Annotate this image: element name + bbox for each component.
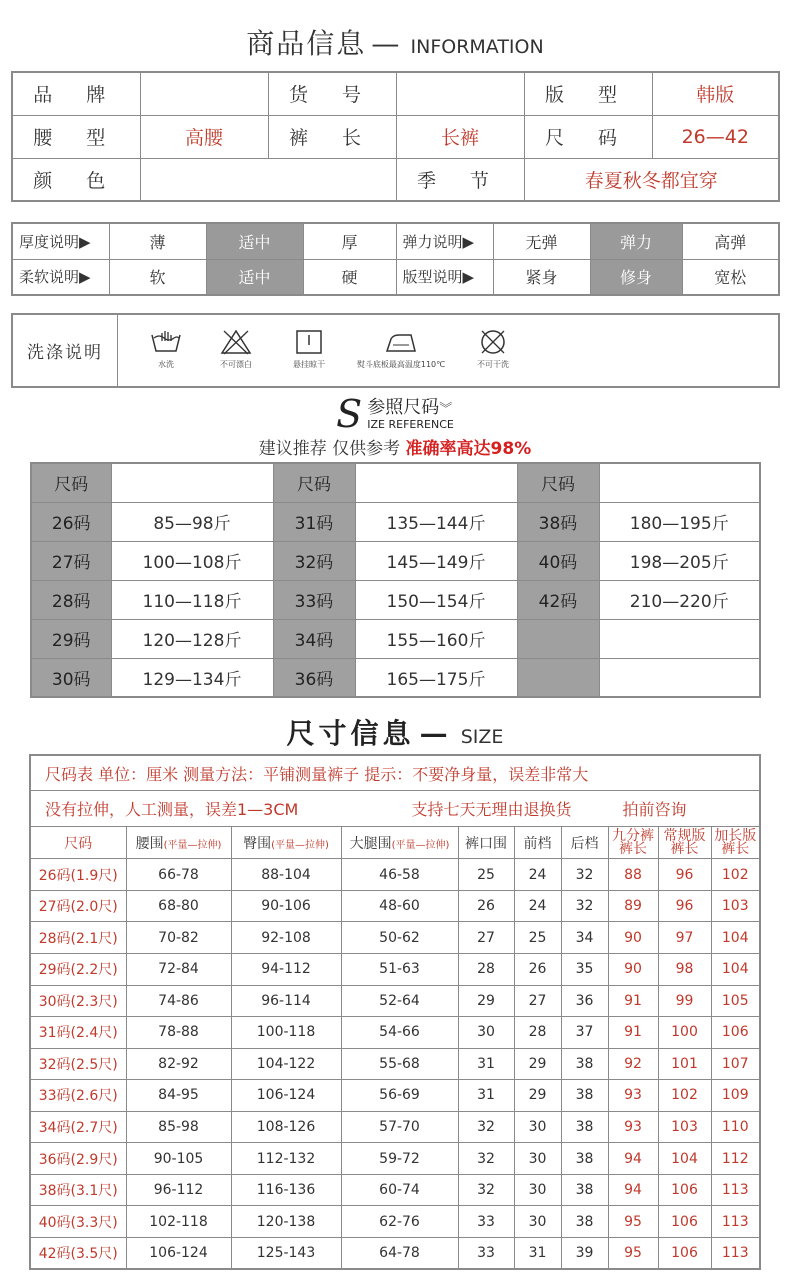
table-row: [30, 1143, 760, 1175]
table-cell: 88-104: [231, 859, 341, 891]
table-cell: 78-88: [126, 1017, 231, 1049]
table-cell: 72-84: [126, 953, 231, 985]
table-cell: 93: [608, 1080, 658, 1112]
weight-header-1: 尺码: [31, 463, 111, 502]
table-cell: 85-98: [126, 1111, 231, 1143]
table-cell: 34码(2.7尺): [30, 1111, 126, 1143]
table-cell: 97: [658, 922, 711, 954]
col-waist-sub: (平量—拉伸): [163, 839, 222, 851]
fit-value: 韩版: [652, 72, 779, 115]
weight-size: 32码: [273, 541, 355, 580]
size-reference-text: [367, 396, 454, 431]
col-hip: [231, 826, 341, 859]
table-cell: 32: [561, 859, 608, 891]
table-cell: 32码(2.5尺): [30, 1048, 126, 1080]
table-cell: 39: [561, 1237, 608, 1269]
table-cell: 38码(3.1尺): [30, 1174, 126, 1206]
table-cell: 36: [561, 985, 608, 1017]
table-cell: 100: [658, 1017, 711, 1049]
col-waist: [126, 826, 231, 859]
table-cell: 90: [608, 953, 658, 985]
table-row: [30, 922, 760, 954]
elastic-high: 高弹: [682, 223, 779, 259]
table-cell: 101: [658, 1048, 711, 1080]
softness-medium: 适中: [206, 259, 303, 295]
table-cell: 30: [514, 1174, 561, 1206]
wash-instructions: [11, 313, 780, 388]
table-cell: 93: [608, 1111, 658, 1143]
table-cell: 27: [458, 922, 514, 954]
table-cell: 104-122: [231, 1048, 341, 1080]
table-cell: 35: [561, 953, 608, 985]
table-cell: 106: [711, 1017, 760, 1049]
table-cell: 26码(1.9尺): [30, 859, 126, 891]
table-cell: 33: [458, 1206, 514, 1238]
table-cell: 66-78: [126, 859, 231, 891]
elastic-label: 弹力说明▶: [396, 223, 493, 259]
color-value: [140, 158, 396, 201]
no-bleach-icon: [220, 329, 252, 355]
size-measurement-table: [29, 754, 761, 1270]
table-cell: 70-82: [126, 922, 231, 954]
fittype-label: 版型说明▶: [396, 259, 493, 295]
wash-item-label-2: 悬挂晾干: [293, 360, 325, 369]
brand-value: [140, 72, 268, 115]
table-cell: 116-136: [231, 1174, 341, 1206]
size-title: [0, 712, 790, 752]
table-cell: 106-124: [126, 1237, 231, 1269]
color-label: 颜 色: [12, 158, 140, 201]
table-cell: 27码(2.0尺): [30, 890, 126, 922]
table-row: [30, 1017, 760, 1049]
thickness-thick: 厚: [303, 223, 396, 259]
wash-item-nobleach: [208, 329, 264, 370]
table-cell: 40码(3.3尺): [30, 1206, 126, 1238]
hand-wash-icon: [150, 329, 182, 355]
table-cell: 103: [711, 890, 760, 922]
weight-range: 150—154斤: [355, 580, 517, 619]
table-cell: 91: [608, 1017, 658, 1049]
col-hem: 裤口围: [458, 826, 514, 859]
table-cell: 31码(2.4尺): [30, 1017, 126, 1049]
size-note-1: 尺码表 单位：厘米 测量方法：平铺测量裤子 提示：不要净身量，误差非常大: [30, 755, 760, 791]
table-cell: 95: [608, 1206, 658, 1238]
weight-size: 34码: [273, 619, 355, 658]
weight-header-3: 尺码: [517, 463, 599, 502]
table-row: [30, 1080, 760, 1112]
wash-item-hangdry: [281, 329, 337, 370]
weight-empty: [599, 658, 760, 697]
table-cell: 56-69: [341, 1080, 458, 1112]
wash-item-water: [138, 329, 194, 370]
col-len-long-a: 加长版: [714, 827, 757, 844]
table-cell: 25: [458, 859, 514, 891]
table-cell: 32: [458, 1111, 514, 1143]
table-cell: 38: [561, 1048, 608, 1080]
table-row: [30, 1237, 760, 1269]
table-cell: 113: [711, 1174, 760, 1206]
size-title-cn: 尺寸信息: [286, 717, 415, 750]
table-cell: 98: [658, 953, 711, 985]
table-cell: 84-95: [126, 1080, 231, 1112]
season-label: 季 节: [396, 158, 524, 201]
table-cell: 96: [658, 859, 711, 891]
length-value: 长裤: [396, 115, 524, 158]
col-hip-label: 臀围: [243, 835, 272, 852]
table-row: [30, 953, 760, 985]
weight-range: 100—108斤: [111, 541, 273, 580]
size-value: 26—42: [652, 115, 779, 158]
weight-header-2: 尺码: [273, 463, 355, 502]
table-cell: 38: [561, 1206, 608, 1238]
wash-item-label-1: 不可漂白: [220, 360, 252, 369]
table-cell: 113: [711, 1206, 760, 1238]
table-cell: 24: [514, 859, 561, 891]
weight-size: 40码: [517, 541, 599, 580]
table-cell: 112-132: [231, 1143, 341, 1175]
season-value: 春夏秋冬都宜穿: [524, 158, 779, 201]
table-cell: 94: [608, 1143, 658, 1175]
table-cell: 29: [458, 985, 514, 1017]
chevron-down-icon: ︾: [439, 401, 453, 417]
weight-reference-table: [30, 462, 761, 698]
weight-range: 210—220斤: [599, 580, 760, 619]
fit-label: 版 型: [524, 72, 652, 115]
weight-size: 31码: [273, 502, 355, 541]
weight-range: 129—134斤: [111, 658, 273, 697]
table-cell: 104: [711, 922, 760, 954]
col-thigh: [341, 826, 458, 859]
col-len-cropped: [608, 826, 658, 859]
table-cell: 32: [561, 890, 608, 922]
weight-range: 145—149斤: [355, 541, 517, 580]
table-cell: 106: [658, 1237, 711, 1269]
attributes-table: [11, 222, 780, 296]
col-thigh-label: 大腿围: [349, 835, 392, 852]
table-cell: 125-143: [231, 1237, 341, 1269]
table-cell: 32: [458, 1174, 514, 1206]
table-cell: 30码(2.3尺): [30, 985, 126, 1017]
col-len-cropped-b: 裤长: [619, 840, 647, 857]
size-reference-en: IZE REFERENCE: [367, 417, 454, 431]
table-cell: 42码(3.5尺): [30, 1237, 126, 1269]
size-reference-header: [0, 392, 790, 436]
table-cell: 60-74: [341, 1174, 458, 1206]
iron-icon: [383, 329, 419, 355]
col-len-cropped-a: 九分裤: [612, 827, 654, 844]
softness-soft: 软: [109, 259, 206, 295]
table-cell: 82-92: [126, 1048, 231, 1080]
weight-size: 27码: [31, 541, 111, 580]
col-len-long: [711, 826, 760, 859]
table-cell: 94-112: [231, 953, 341, 985]
table-cell: 102: [711, 859, 760, 891]
col-waist-label: 腰围: [135, 835, 164, 852]
brand-label: 品 牌: [12, 72, 140, 115]
product-info-table: [11, 71, 780, 202]
table-cell: 95: [608, 1237, 658, 1269]
table-cell: 91: [608, 985, 658, 1017]
weight-range: 180—195斤: [599, 502, 760, 541]
size-note-2a: 没有拉伸，人工测量，误差1—3CM: [45, 799, 299, 819]
table-cell: 27: [514, 985, 561, 1017]
wash-item-nodryclean: [465, 329, 521, 370]
weight-empty: [599, 619, 760, 658]
table-cell: 38: [561, 1143, 608, 1175]
thickness-label: 厚度说明▶: [12, 223, 109, 259]
size-rows: [30, 859, 760, 1269]
col-len-regular: [658, 826, 711, 859]
table-cell: 103: [658, 1111, 711, 1143]
weight-size: 26码: [31, 502, 111, 541]
table-cell: 34: [561, 922, 608, 954]
weight-size: 30码: [31, 658, 111, 697]
table-cell: 106-124: [231, 1080, 341, 1112]
table-cell: 29: [514, 1080, 561, 1112]
table-cell: 62-76: [341, 1206, 458, 1238]
table-cell: 59-72: [341, 1143, 458, 1175]
table-cell: 51-63: [341, 953, 458, 985]
table-cell: 106: [658, 1174, 711, 1206]
table-cell: 32: [458, 1143, 514, 1175]
col-len-regular-b: 裤长: [670, 840, 699, 857]
table-cell: 55-68: [341, 1048, 458, 1080]
weight-empty: [517, 658, 599, 697]
size-reference-s: S: [336, 392, 363, 436]
size-title-en: SIZE: [460, 726, 504, 748]
weight-range: 155—160斤: [355, 619, 517, 658]
table-cell: 33: [458, 1237, 514, 1269]
thickness-medium: 适中: [206, 223, 303, 259]
weight-empty: [517, 619, 599, 658]
table-cell: 50-62: [341, 922, 458, 954]
wash-item-label-3: 熨斗底板最高温度110℃: [356, 360, 446, 369]
table-cell: 104: [658, 1143, 711, 1175]
table-cell: 96: [658, 890, 711, 922]
table-row: [30, 1174, 760, 1206]
elastic-none: 无弹: [493, 223, 590, 259]
waist-label: 腰 型: [12, 115, 140, 158]
softness-label: 柔软说明▶: [12, 259, 109, 295]
weight-range: 120—128斤: [111, 619, 273, 658]
info-title-dash: —: [371, 27, 402, 60]
wash-item-label-0: 水洗: [158, 360, 174, 369]
weight-header-blank-3: [599, 463, 760, 502]
table-cell: 109: [711, 1080, 760, 1112]
no-dry-clean-icon: [477, 329, 509, 355]
weight-range: 165—175斤: [355, 658, 517, 697]
table-cell: 54-66: [341, 1017, 458, 1049]
weight-header-blank-2: [355, 463, 517, 502]
size-note-2: [30, 791, 760, 827]
col-hip-sub: (平量—拉伸): [271, 839, 329, 851]
table-cell: 31: [458, 1080, 514, 1112]
suggestion-line: [0, 434, 790, 459]
table-cell: 90: [608, 922, 658, 954]
table-cell: 26: [458, 890, 514, 922]
table-cell: 90-106: [231, 890, 341, 922]
col-len-long-b: 裤长: [721, 840, 750, 857]
table-cell: 106: [658, 1206, 711, 1238]
table-row: [30, 985, 760, 1017]
weight-range: 110—118斤: [111, 580, 273, 619]
table-cell: 100-118: [231, 1017, 341, 1049]
table-cell: 30: [514, 1143, 561, 1175]
weight-range: 85—98斤: [111, 502, 273, 541]
item-value: [396, 72, 524, 115]
table-cell: 96-114: [231, 985, 341, 1017]
weight-size: 42码: [517, 580, 599, 619]
size-title-dash: —: [419, 717, 452, 750]
table-cell: 57-70: [341, 1111, 458, 1143]
table-cell: 104: [711, 953, 760, 985]
table-cell: 48-60: [341, 890, 458, 922]
item-label: 货 号: [268, 72, 396, 115]
table-cell: 96-112: [126, 1174, 231, 1206]
weight-size: 28码: [31, 580, 111, 619]
table-cell: 31: [458, 1048, 514, 1080]
fittype-slim: 修身: [590, 259, 682, 295]
table-row: [30, 1111, 760, 1143]
table-cell: 38: [561, 1174, 608, 1206]
size-reference-cn: 参照尺码: [367, 396, 440, 418]
table-cell: 74-86: [126, 985, 231, 1017]
table-cell: 38: [561, 1111, 608, 1143]
table-cell: 28: [514, 1017, 561, 1049]
table-cell: 38: [561, 1080, 608, 1112]
table-cell: 29码(2.2尺): [30, 953, 126, 985]
weight-header-blank-1: [111, 463, 273, 502]
table-cell: 92-108: [231, 922, 341, 954]
table-cell: 28码(2.1尺): [30, 922, 126, 954]
info-title-en: INFORMATION: [410, 36, 544, 58]
table-cell: 30: [514, 1206, 561, 1238]
table-cell: 31: [514, 1237, 561, 1269]
table-cell: 90-105: [126, 1143, 231, 1175]
table-cell: 64-78: [341, 1237, 458, 1269]
table-cell: 99: [658, 985, 711, 1017]
table-cell: 26: [514, 953, 561, 985]
length-label: 裤 长: [268, 115, 396, 158]
table-cell: 89: [608, 890, 658, 922]
hang-dry-icon: [293, 329, 325, 355]
table-cell: 113: [711, 1237, 760, 1269]
wash-item-iron: [345, 329, 457, 370]
info-title: [0, 22, 790, 66]
table-cell: 68-80: [126, 890, 231, 922]
table-row: [30, 1206, 760, 1238]
table-cell: 112: [711, 1143, 760, 1175]
table-cell: 108-126: [231, 1111, 341, 1143]
table-cell: 33码(2.6尺): [30, 1080, 126, 1112]
size-note-2c: 拍前咨询: [622, 799, 687, 819]
table-cell: 30: [514, 1111, 561, 1143]
table-cell: 52-64: [341, 985, 458, 1017]
accuracy-text: 准确率高达98%: [405, 439, 532, 459]
col-size: 尺码: [30, 826, 126, 859]
table-cell: 102-118: [126, 1206, 231, 1238]
weight-range: 198—205斤: [599, 541, 760, 580]
table-cell: 88: [608, 859, 658, 891]
thickness-thin: 薄: [109, 223, 206, 259]
col-front-rise: 前档: [514, 826, 561, 859]
fittype-tight: 紧身: [493, 259, 590, 295]
table-cell: 107: [711, 1048, 760, 1080]
info-title-cn: 商品信息: [246, 27, 367, 60]
weight-range: 135—144斤: [355, 502, 517, 541]
fittype-loose: 宽松: [682, 259, 779, 295]
table-cell: 25: [514, 922, 561, 954]
table-cell: 29: [514, 1048, 561, 1080]
suggestion-text: 建议推荐 仅供参考: [258, 439, 401, 459]
wash-label: 洗涤说明: [13, 315, 118, 386]
weight-size: 36码: [273, 658, 355, 697]
waist-value: 高腰: [140, 115, 268, 158]
softness-hard: 硬: [303, 259, 396, 295]
col-thigh-sub: (平量—拉伸): [391, 839, 450, 851]
wash-item-label-4: 不可干洗: [477, 360, 509, 369]
table-cell: 24: [514, 890, 561, 922]
col-back-rise: 后档: [561, 826, 608, 859]
table-cell: 92: [608, 1048, 658, 1080]
table-row: [30, 859, 760, 891]
table-cell: 30: [458, 1017, 514, 1049]
table-cell: 105: [711, 985, 760, 1017]
table-row: [30, 1048, 760, 1080]
size-note-2b: 支持七天无理由退换货: [411, 799, 572, 819]
weight-size: 38码: [517, 502, 599, 541]
table-cell: 102: [658, 1080, 711, 1112]
table-cell: 36码(2.9尺): [30, 1143, 126, 1175]
table-cell: 120-138: [231, 1206, 341, 1238]
table-cell: 37: [561, 1017, 608, 1049]
table-cell: 28: [458, 953, 514, 985]
size-label: 尺 码: [524, 115, 652, 158]
weight-size: 29码: [31, 619, 111, 658]
col-len-regular-a: 常规版: [663, 827, 706, 844]
weight-size: 33码: [273, 580, 355, 619]
table-cell: 46-58: [341, 859, 458, 891]
elastic-medium: 弹力: [590, 223, 682, 259]
table-cell: 94: [608, 1174, 658, 1206]
table-cell: 110: [711, 1111, 760, 1143]
table-row: [30, 890, 760, 922]
